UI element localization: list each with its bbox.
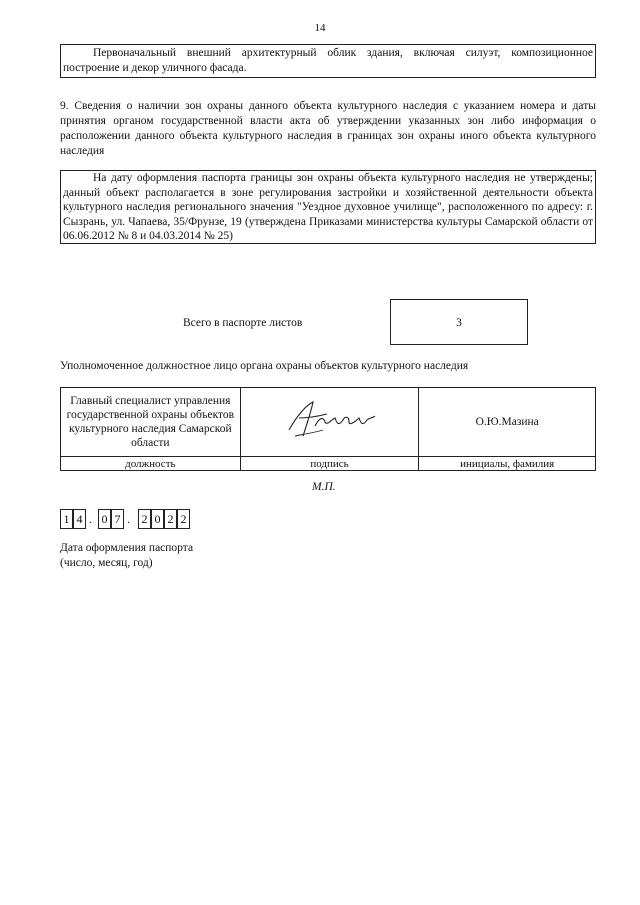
position-text: Главный специалист управления государственной охраны объектов культурного наследия Самарской области [66, 395, 235, 449]
section-9-heading: 9. Сведения о наличии зон охраны данного объекта культурного наследия с указанием номера и даты принятия органом государственной власти акта об утверждении указанных зон либо информация о расположении данного объекта культурного наследия в границах зон охраны иного объекта культурного наследия [60, 100, 596, 157]
date-year-digit-4: 2 [177, 509, 190, 529]
date-format-hint: (число, месяц, год) [60, 557, 153, 569]
stamp-place-label: М.П. [312, 481, 336, 493]
date-month-digit-1: 0 [98, 509, 111, 529]
date-separator-dot: . [127, 512, 130, 526]
name-cell: О.Ю.Мазина [419, 388, 596, 457]
date-year-digit-1: 2 [138, 509, 151, 529]
date-year-digit-2: 0 [151, 509, 164, 529]
date-month-digit-2: 7 [111, 509, 124, 529]
total-sheets-label: Всего в паспорте листов [183, 317, 303, 329]
date-label-block [60, 541, 193, 571]
position-label: должность [61, 457, 241, 471]
architectural-appearance-box: Первоначальный внешний архитектурный облик здания, включая силуэт, композиционное построение и декор уличного фасада. [60, 44, 596, 78]
handwritten-signature [275, 396, 385, 446]
date-day-digit-1: 1 [60, 509, 73, 529]
date-separator-dot: . [89, 512, 92, 526]
date-year-digit-3: 2 [164, 509, 177, 529]
signature-table [60, 387, 596, 471]
total-sheets-value: 3 [390, 299, 528, 345]
date-day-digit-2: 4 [73, 509, 86, 529]
page-number: 14 [314, 22, 326, 34]
position-cell [61, 388, 241, 457]
name-label: инициалы, фамилия [419, 457, 596, 471]
date-label: Дата оформления паспорта [60, 542, 194, 554]
authorized-official-title: Уполномоченное должностное лицо органа охраны объектов культурного наследия [60, 360, 469, 372]
signature-label: подпись [240, 457, 419, 471]
protection-zones-box: На дату оформления паспорта границы зон охраны объекта культурного наследия не утверждены; данный объект располагается в зоне регулирования застройки и хозяйственной деятельности объекта культурного наследия регионального значения "Уездное духовное училище", расположенного по адресу: г. Сызрань, ул. Чапаева, 35/Фрунзе, 19 (утверждена Приказами министерства культуры Самарской области от 06.06.2012 № 8 и 04.03.2014 № 25) [60, 170, 596, 244]
signature-cell [240, 388, 419, 457]
